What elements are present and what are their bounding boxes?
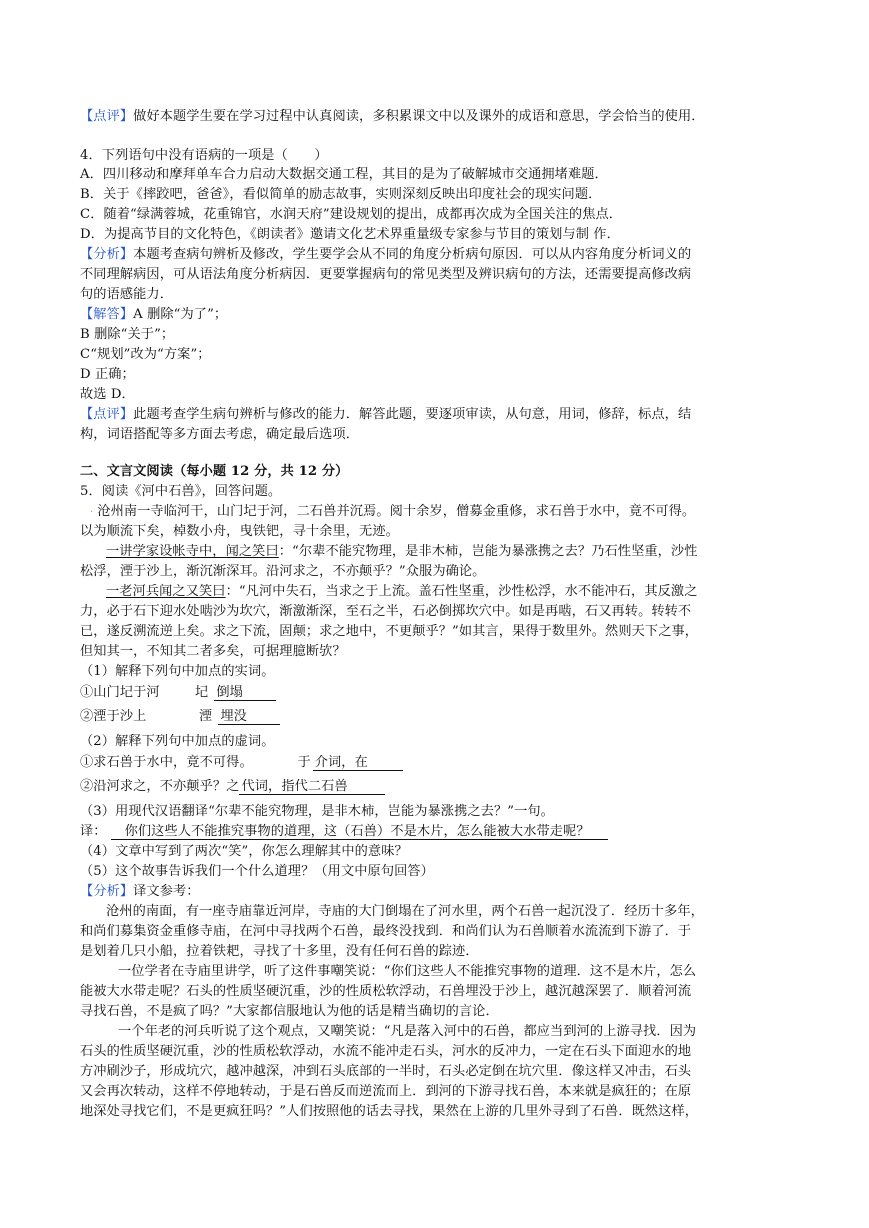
q4-option-a: A．四川移动和摩拜单车合力启动大数据交通工程，其目的是为了破解城市交通拥堵难题． — [80, 167, 608, 182]
sub-1b-answer: 埋没 — [218, 709, 280, 725]
sub-1a-answer: 倒塌 — [214, 685, 276, 701]
passage-text: ：“凡河中失石，当求之于上流。盖石性坚重，沙性松浮，水不能冲石，其反激之 — [225, 584, 698, 599]
sub-1b-key: 湮 — [199, 709, 213, 724]
translation-p3-line-5: 地深处寻找它们，不是更疯狂吗？”人们按照他的话去寻找，果然在上游的几里外寻到了石兽．既然这样， — [80, 1104, 699, 1119]
q4-answer-line-4: D 正确； — [80, 367, 135, 382]
translation-p1-line-2: 和尚们募集资金重修寺庙，在河中寻找两个石兽，最终没找到．和尚们认为石兽顺着水流流到下游了．于 — [80, 924, 692, 939]
sub-3-answer-line — [80, 823, 800, 840]
sub-1b-prompt: ②湮于沙上 — [80, 709, 174, 724]
q4-comment-line-1 — [80, 406, 800, 423]
translation-p3-line-1: 一个年老的河兵听说了这个观点，又嘲笑说：“凡是落入河中的石兽，都应当到河的上游寻找．因为 — [118, 1024, 697, 1039]
sub-3-label: 译： — [80, 824, 107, 839]
passage-p1-line-2: 以为顺流下矣，棹数小舟，曳铁钯，寻十余里，无迹。 — [80, 524, 399, 539]
comment-tag: 【点评】 — [80, 407, 134, 422]
sub-question-1: （1）解释下列句中加点的实词。 — [80, 664, 275, 679]
q4-option-b: B．关于《摔跤吧，爸爸》，看似简单的励志故事，实则深刻反映出印度社会的现实问题． — [80, 187, 602, 202]
q4-comment-line-2: 构，词语搭配等多方面去考虑，确定最后选项． — [80, 427, 360, 442]
translation-p3-line-3: 方冲刷沙子，形成坑穴，越冲越深，冲到石头底部的一半时，石头必定倒在坑穴里．像这样又冲击，石头 — [80, 1064, 692, 1079]
answer-text: A 删除“为了”； — [133, 307, 228, 322]
passage-p3-line-2: 力，必于石下迎水处啮沙为坎穴，渐激渐深，至石之半，石必倒掷坎穴中。如是再啮，石又再转。转转不 — [80, 604, 692, 619]
sub-1a-prompt: ①山门圮于河 — [80, 685, 174, 700]
sub-1a-key: 圮 — [195, 685, 209, 700]
q4-answer-line-5: 故选 D． — [80, 387, 135, 402]
q5-stem: 5．阅读《河中石兽》，回答问题。 — [80, 484, 282, 499]
comment-text: 此题考查学生病句辨析与修改的能力．解答此题，要逐项审读，从句意，用词，修辞，标点，结 — [133, 407, 692, 422]
q4-answer-line-3: C“规划”改为“方案”； — [80, 347, 211, 362]
q4-analysis-line-2: 不同理解病因，可从语法角度分析病因．更要掌握病句的常见类型及辨识病句的方法，还需要提高修改病 — [80, 267, 692, 282]
section-2-title: 二、文言文阅读（每小题 12 分，共 12 分） — [80, 464, 349, 479]
sub-2a-prompt: ①求石兽于水中，竟不可得。 — [80, 755, 260, 770]
sub-2b-prompt: ②沿河求之，不亦颠乎？之 — [80, 779, 240, 794]
passage-p2-line-2: 松浮，湮于沙上，渐沉渐深耳。沿河求之，不亦颠乎？”众服为确论。 — [80, 564, 486, 579]
sub-question-5: （5）这个故事告诉我们一个什么道理？（用文中原句回答） — [80, 864, 434, 879]
q4-answer-line-1 — [80, 306, 800, 323]
paragraph-marker-icon: · — [90, 507, 94, 518]
passage-p3-line-4: 但知其一，不知其二者多矣，可据理臆断欤？ — [80, 644, 346, 659]
passage-p2-line-1 — [106, 543, 826, 560]
sub-1a — [80, 684, 800, 701]
translation-p2-line-2: 能被大水带走呢？石头的性质坚硬沉重，沙的性质松软浮动，石兽埋没于沙上，越沉越深罢了．顺着河流 — [80, 984, 692, 999]
sub-3-answer: 你们这些人不能推究事物的道理，这（石兽）不是木片，怎么能被大水带走呢？ — [111, 824, 608, 840]
comment-text: 做好本题学生要在学习过程中认真阅读，多积累课文中以及课外的成语和意思，学会恰当的使用． — [133, 109, 705, 124]
translation-p2-line-3: 寻找石兽，不是疯了吗？”大家都信服地认为他的话是精当确切的言论． — [80, 1004, 499, 1019]
translation-p3-line-4: 又会再次转动，这样不停地转动，于是石兽反而逆流而上．到河的下游寻找石兽，本来就是疯狂的；在原 — [80, 1084, 692, 1099]
q5-analysis-head — [80, 883, 800, 900]
passage-text: 沧州南一寺临河干，山门圮于河，二石兽并沉焉。阅十余岁，僧募金重修，求石兽于水中，竟不可得。 — [97, 504, 696, 519]
sub-2a-answer: 介词，在 — [313, 755, 403, 771]
translation-p1-line-3: 是划着几只小船，拉着铁耙，寻找了十多里，没有任何石兽的踪迹． — [80, 944, 479, 959]
analysis-tag: 【分析】 — [80, 247, 134, 262]
answer-tag: 【解答】 — [80, 307, 134, 322]
q4-option-c: C．随着“绿满蓉城，花重锦官，水润天府”建设规划的提出，成都再次成为全国关注的焦点． — [80, 207, 623, 222]
sub-2a-key: 于 — [297, 755, 311, 770]
comment-tag: 【点评】 — [80, 109, 134, 124]
passage-text: ：“尔辈不能究物理，是非木柿，岂能为暴涨携之去？乃石性坚重，沙性 — [278, 544, 698, 559]
q4-answer-line-2: B 删除“关于”； — [80, 327, 175, 342]
translation-p1-line-1: 沧州的南面，有一座寺庙靠近河岸，寺庙的大门倒塌在了河水里，两个石兽一起沉没了．经历十多年， — [106, 904, 704, 919]
top-comment — [80, 108, 800, 125]
q4-analysis-line-1 — [80, 246, 800, 263]
underlined-sentence: 一老河兵闻之又笑曰 — [106, 584, 226, 599]
translation-p3-line-2: 石头的性质坚硬沉重，沙的性质松软浮动，水流不能冲走石头，河水的反冲力，一定在石头下面迎水的地 — [80, 1044, 692, 1059]
q4-stem: 4．下列语句中没有语病的一项是（ ） — [80, 148, 328, 163]
passage-p3-line-1 — [106, 583, 826, 600]
sub-2a — [80, 754, 800, 771]
sub-question-4: （4）文章中写到了两次“笑”，你怎么理解其中的意味？ — [80, 844, 408, 859]
translation-p2-line-1: 一位学者在寺庙里讲学，听了这件事嘲笑说：“你们这些人不能推究事物的道理．这不是木片，怎么 — [118, 964, 697, 979]
passage-p3-line-3: 已，遂反溯流逆上矣。求之下流，固颠；求之地中，不更颠乎？”如其言，果得于数里外。然则天下之事， — [80, 624, 699, 639]
sub-2b — [80, 778, 800, 795]
sub-question-2: （2）解释下列句中加点的虚词。 — [80, 734, 275, 749]
q4-analysis-line-3: 句的语感能力． — [80, 287, 174, 302]
q4-option-d: D．为提高节目的文化特色，《朗读者》邀请文化艺术界重量级专家参与节目的策划与制 作． — [80, 227, 620, 242]
passage-p1-line-1 — [90, 503, 810, 521]
analysis-tag: 【分析】 — [80, 884, 134, 899]
sub-question-3: （3）用现代汉语翻译“尔辈不能究物理，是非木柿，岂能为暴涨携之去？”一句。 — [80, 804, 554, 819]
sub-1b — [80, 708, 800, 725]
sub-2b-answer: 代词，指代二石兽 — [239, 779, 385, 795]
analysis-text: 本题考查病句辨析及修改，学生要学会从不同的角度分析病句原因．可以从内容角度分析词义的 — [133, 247, 692, 262]
underlined-sentence: 一讲学家设帐寺中，闻之笑曰 — [106, 544, 279, 559]
analysis-head-text: 译文参考： — [133, 884, 200, 899]
